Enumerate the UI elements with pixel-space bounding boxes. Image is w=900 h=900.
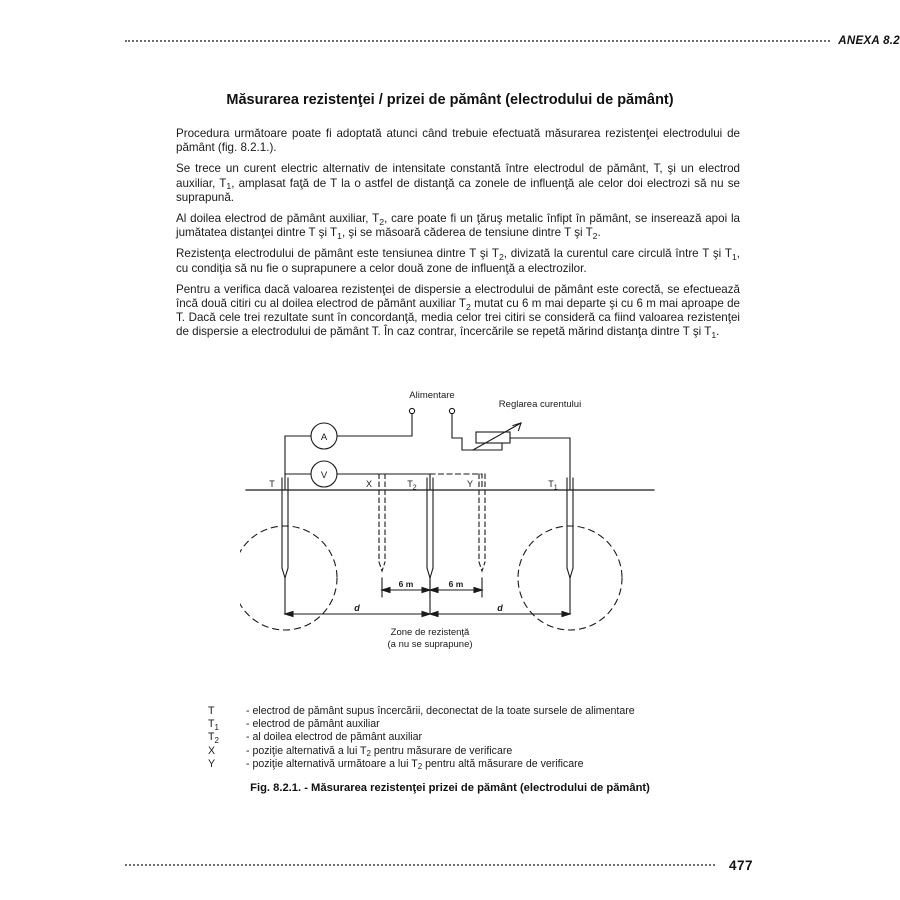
electrode-T-rod	[282, 478, 288, 568]
legend-row	[208, 758, 708, 771]
label-electrode-X: X	[365, 479, 373, 489]
ammeter-label: A	[320, 432, 328, 443]
legend-symbol: $T_2$	[208, 731, 219, 745]
legend-description: - poziţie alternativă a lui $T_2$ pentru măsurare de verificare	[246, 744, 513, 759]
legend-symbol: X	[208, 744, 216, 757]
document-body	[176, 127, 740, 347]
legend-description: - al doilea electrod de pământ auxiliar	[246, 731, 423, 744]
wire-supply-left-to-ammeter	[337, 414, 412, 436]
electrode-T	[282, 478, 288, 614]
legend-row	[208, 705, 708, 718]
legend-symbol: T	[208, 705, 215, 717]
page-number: 477	[729, 857, 754, 873]
page-footer	[125, 855, 900, 875]
electrode-T1	[567, 478, 573, 614]
label-dim-6m-right: 6 m	[448, 579, 464, 589]
dim-d-right-arrow-end	[562, 612, 570, 617]
legend-row	[208, 731, 708, 744]
legend-symbol: Y	[208, 757, 216, 770]
dim-d-left-arrow-start	[285, 612, 293, 617]
legend-row	[208, 718, 708, 731]
label-dim-d-left: d	[354, 603, 360, 613]
symbol-legend	[208, 705, 708, 771]
electrode-T2-tip	[427, 568, 433, 578]
dim-d-right-arrow-start	[430, 612, 438, 617]
anexa-label: ANEXA 8.2	[838, 35, 900, 47]
electrode-X-tip	[379, 562, 385, 571]
electrode-T2-rod	[427, 478, 433, 568]
rheostat-body	[476, 432, 510, 443]
label-reglarea-curentului: Reglarea curentului	[498, 399, 582, 410]
page-title: Măsurarea rezistenţei / prizei de pământ (electrodului de pământ)	[226, 92, 674, 108]
label-alimentare: Alimentare	[409, 390, 455, 401]
dim-6m-extension-lines	[382, 578, 482, 597]
wire-voltmeter-alt-to-Y	[430, 474, 482, 490]
electrode-X	[379, 474, 385, 571]
legend-description: - electrod de pământ auxiliar	[246, 718, 380, 731]
paragraph-1: Procedura următoare poate fi adoptată atunci când trebuie efectuată măsurarea rezistenţei electrodului de pământ (fig. 8.2.1.).	[176, 127, 740, 155]
supply-terminal-right	[449, 408, 454, 413]
paragraph-4: Rezistenţa electrodului de pământ este tensiunea dintre T şi $T_2$, divizată la curentul care circulă între T şi $T_1$, cu condiţia să nu fie o suprapunere a celor două zone de influenţă a electrozilor.	[176, 247, 741, 275]
label-electrode-T: T	[269, 479, 275, 489]
voltmeter-label: V	[320, 470, 328, 481]
supply-terminal-left	[409, 408, 414, 413]
electrode-Y	[479, 474, 485, 571]
paragraph-2: Se trece un curent electric alternativ de intensitate constantă între electrodul de pământ, T, şi un electrod auxiliar, $T_1$, amplasat faţă de T la o astfel de distanţă ca zonele de influenţă ale celor doi electrozi să nu se suprapună.	[176, 162, 740, 204]
zone-caption-line-1: Zone de rezistenţă	[390, 627, 470, 638]
header-dotted-rule	[125, 40, 830, 43]
electrode-T1-tip	[567, 568, 573, 578]
zone-caption-line-2: (a nu se suprapune)	[387, 639, 473, 650]
dim-6m-left-arrow-start	[382, 588, 390, 593]
legend-row	[208, 745, 708, 758]
electrode-T-tip	[282, 568, 288, 578]
electrode-T1-rod	[567, 478, 573, 568]
figure-earth-resistance-measurement	[0, 382, 900, 682]
electrode-X-rod	[379, 474, 385, 562]
circuit-diagram-svg	[240, 382, 660, 682]
label-dim-d-right: d	[497, 603, 503, 613]
legend-description: - poziţie alternativă următoare a lui $T_2$ pentru altă măsurare de verificare	[246, 757, 584, 772]
label-electrode-T1: $T_1$	[548, 479, 558, 492]
figure-caption: Fig. 8.2.1. - Măsurarea rezistenţei prizei de pământ (electrodului de pământ)	[250, 782, 650, 794]
footer-dotted-rule	[125, 864, 715, 867]
wire-rheostat-to-T1	[510, 438, 570, 490]
dim-6m-right-arrow-start	[430, 588, 438, 593]
paragraph-3: Al doilea electrod de pământ auxiliar, $T_2$, care poate fi un ţăruş metalic înfipt în pământ, se inserează apoi la jumătatea distanţei dintre T şi $T_1$, şi se măsoară căderea de tensiune dintre T şi $T_2$.	[176, 212, 740, 241]
label-electrode-Y: Y	[466, 479, 474, 489]
dim-6m-right-arrow-end	[474, 588, 482, 593]
page-header	[125, 30, 900, 52]
legend-symbol: $T_1$	[208, 718, 219, 732]
wire-supply-right-to-rheostat	[452, 414, 462, 438]
electrode-Y-rod	[479, 474, 485, 562]
electrode-Y-tip	[479, 562, 485, 571]
label-dim-6m-left: 6 m	[398, 579, 414, 589]
legend-description: - electrod de pământ supus încercării, deconectat de la toate sursele de alimentare	[246, 705, 635, 717]
paragraph-5: Pentru a verifica dacă valoarea rezistenţei de dispersie a electrodului de pământ este corectă, se efectuează încă două citiri cu al doilea electrod de pământ auxiliar $T_2$ mutat cu 6 m mai departe şi cu 6 m mai aproape de T. Dacă cele trei rezultate sunt în concordanţă, media celor trei citiri se consideră ca fiind valoarea rezistenţei de dispersie a electrodului de pământ T. În caz contrar, încercările se repetă mărind distanţa dintre T şi $T_1$.	[176, 282, 740, 340]
label-electrode-T2: $T_2$	[407, 479, 417, 492]
